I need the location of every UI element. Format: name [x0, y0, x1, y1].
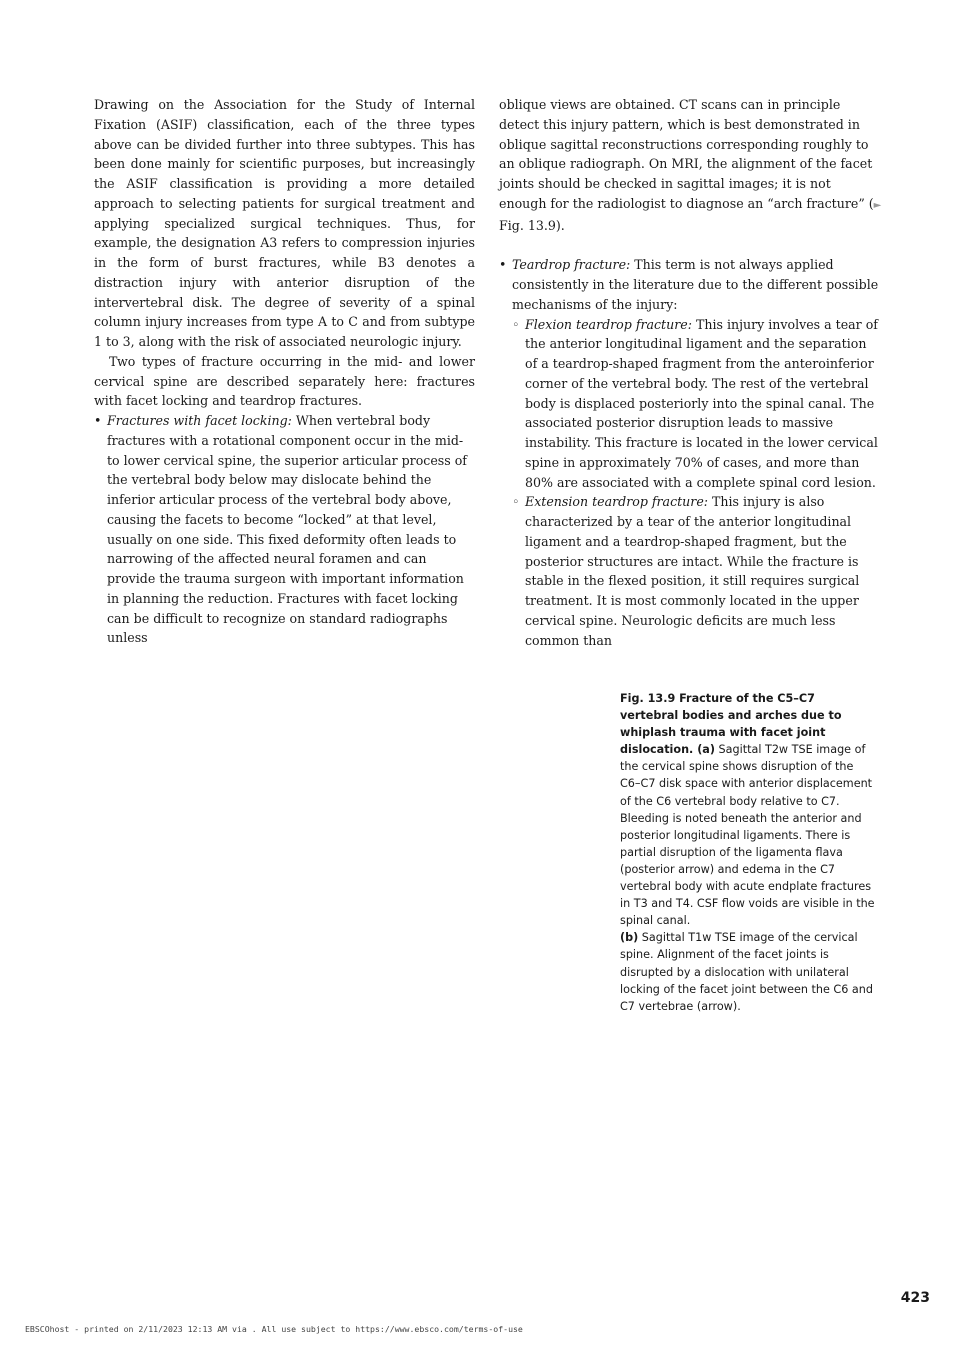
list-item [499, 255, 882, 650]
sub-bullet-text: This injury involves a tear of the anterior longitudinal ligament and the separation of a teardrop-shaped fragment from the anteroinferior corner of the vertebral body. The rest of the vertebral body is displaced posteriorly into the spinal canal. The associated posterior disruption leads to massive instability. This fracture is located in the lower cervical spine in approximately 70% of cases, and more than 80% are associated with a complete spinal cord lesion. [525, 316, 878, 490]
body-paragraph: Two types of fracture occurring in the mid- and lower cervical spine are described separately here: fractures with facet locking and teardrop fractures. [94, 353, 475, 409]
caption-label-a: (a) [697, 743, 715, 757]
sub-list-item [512, 492, 882, 650]
sub-bullet-term: Extension teardrop fracture: [525, 494, 709, 510]
sub-list-item [512, 315, 882, 493]
body-paragraph [499, 95, 882, 235]
caption-title: Fig. 13.9 Fracture of the C5–C7 vertebral bodies and arches due to whiplash trauma with facet joint dislocation. [620, 692, 842, 757]
bullet-list [94, 411, 475, 648]
body-text: oblique views are obtained. CT scans can in principle detect this injury pattern, which is best demonstrated in oblique sagittal reconstructions corresponding roughly to an oblique radiograph. On MRI, the alignment of the facet joints should be checked in sagittal images; it is not enough for the radiologist to diagnose an “arch fracture” ( [499, 97, 874, 211]
figure-caption [620, 690, 875, 1015]
bullet-list [499, 255, 882, 650]
caption-part-b [620, 929, 875, 1014]
sub-bullet-text: This injury is also characterized by a tear of the anterior longitudinal ligament and a teardrop-shaped fragment, but the posterior structures are intact. While the fracture is stable in the flexed position, it still requires surgical treatment. It is most commonly located in the upper cervical spine. Neurologic deficits are much less common than [525, 494, 860, 648]
bullet-text: This term is not always applied consistently in the literature due to the different possible mechanisms of the injury: [512, 257, 879, 312]
caption-text-a: Sagittal T2w TSE image of the cervical spine shows disruption of the C6–C7 disk space with anterior displacement of the C6 vertebral body relative to C7. Bleeding is noted beneath the anterior and posterior longitudinal ligaments. There is partial disruption of the ligamenta flava (posterior arrow) and edema in the C7 vertebral body with acute endplate fractures in T3 and T4. CSF flow voids are visible in the spinal canal. [620, 743, 875, 928]
bullet-term: Teardrop fracture: [512, 257, 631, 273]
print-footer: EBSCOhost - printed on 2/11/2023 12:13 AM via . All use subject to https://www.ebsco.com/terms-of-use [25, 1324, 523, 1334]
bullet-term: Fractures with facet locking: [107, 413, 292, 428]
caption-part-a [620, 690, 875, 929]
right-text-column [499, 95, 882, 650]
sub-bullet-term: Flexion teardrop fracture: [525, 316, 692, 332]
cross-reference-arrow-icon: ► [873, 199, 882, 211]
caption-label-b: (b) [620, 931, 639, 945]
page-number: 423 [900, 1290, 930, 1306]
left-text-column [94, 95, 475, 648]
body-paragraph: Drawing on the Association for the Study of Internal Fixation (ASIF) classification, each of the three types above can be divided further into three subtypes. This has been done mainly for scientific purposes, but increasingly the ASIF classification is providing a more detailed approach to selecting patients for surgical treatment and applying specialized surgical techniques. Thus, for example, the designation A3 refers to compression injuries in the form of burst fractures, while B3 denotes a distraction injury with anterior disruption of the intervertebral disk. The degree of severity of a spinal column injury increases from type A to C and from subtype 1 to 3, along with the risk of associated neurologic injury. [94, 97, 475, 349]
list-item [94, 411, 475, 648]
caption-text-b: Sagittal T1w TSE image of the cervical spine. Alignment of the facet joints is disrupted by a dislocation with unilateral locking of the facet joint between the C6 and C7 vertebrae (arrow). [620, 931, 873, 1013]
bullet-text: When vertebral body fractures with a rotational component occur in the mid- to lower cervical spine, the superior articular process of the vertebral body below may dislocate behind the inferior articular process of the vertebral body above, causing the facets to become “locked” at that level, usually on one side. This fixed deformity often leads to narrowing of the affected neural foramen and can provide the trauma surgeon with important information in planning the reduction. Fractures with facet locking can be difficult to recognize on standard radiographs unless [107, 413, 467, 646]
figure-reference-link[interactable]: Fig. 13.9). [499, 217, 565, 233]
sub-bullet-list [512, 315, 882, 651]
